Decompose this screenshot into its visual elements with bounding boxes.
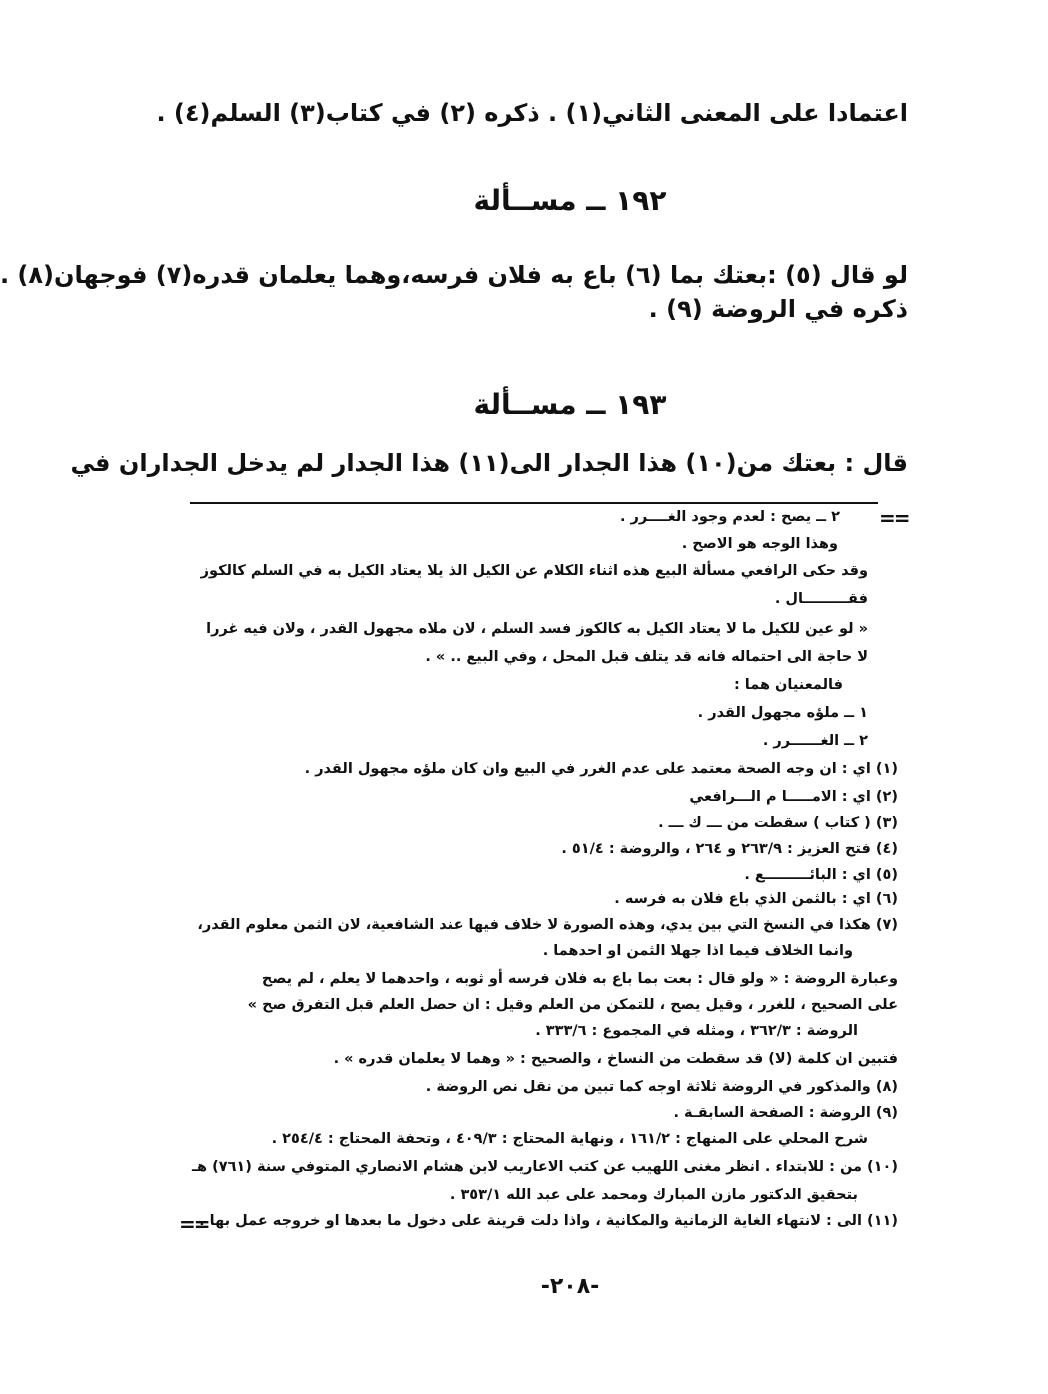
footnote-line: ٢ ــ الغــــــرر . bbox=[762, 733, 868, 749]
footnote-line: على الصحيح ، للغرر ، وقيل يصح ، للتمكن من العلم وقيل : ان حصل العلم قبل التفرق صح » bbox=[247, 997, 898, 1013]
intro-line: اعتمادا على المعنى الثاني(١) . ذكره (٢) في كتاب(٣) السلم(٤) . bbox=[156, 99, 908, 127]
footnote-line: وهذا الوجه هو الاصح . bbox=[681, 536, 838, 552]
footnote-line: فقـــــــــال . bbox=[774, 591, 868, 607]
footnote-line: فالمعنيان هما : bbox=[733, 677, 843, 693]
footnote-line: الروضة : ٣٦٢/٣ ، ومثله في المجموع : ٣٣٣/٦ . bbox=[535, 1023, 858, 1039]
issue-192-line-2: ذكره في الروضة (٩) . bbox=[648, 295, 908, 323]
footnote-line: (١١) الى : لانتهاء الغاية الزمانية والمكانية ، واذا دلت قرينة على دخول ما بعدها او خروجه عمل بها . bbox=[199, 1213, 898, 1229]
footnote-line: (١٠) من : للابتداء . انظر مغنى اللهيب عن كتب الاعاريب لابن هشام الانصاري المتوفي سنة (٧٦١) هـ bbox=[192, 1159, 898, 1175]
footnote-line: (٢) اي : الامـــــا م الـــرافعي bbox=[689, 789, 898, 805]
footnote-line: (٧) هكذا في النسخ التي بين يدي، وهذه الصورة لا خلاف فيها عند الشافعية، لان الثمن معلوم القدر، bbox=[197, 917, 898, 933]
issue-193-heading: ١٩٣ ــ مســألة bbox=[473, 388, 667, 421]
footnote-line: وقد حكى الرافعي مسألة البيع هذه اثناء الكلام عن الكيل الذ يلا يعتاد الكيل به في السلم كالكوز bbox=[200, 563, 868, 579]
footnote-line: (٨) والمذكور في الروضة ثلاثة اوجه كما تبين من نقل نص الروضة . bbox=[425, 1079, 898, 1095]
footnote-marker-right: == bbox=[879, 506, 909, 530]
footnote-line: (٣) ( كتاب ) سقطت من ـــ ك ـــ . bbox=[658, 815, 898, 831]
issue-192-heading: ١٩٢ ــ مســألة bbox=[473, 184, 667, 217]
footnote-line: (٥) اي : البائـــــــــع . bbox=[744, 867, 898, 883]
footnote-line: شرح المحلي على المنهاج : ١٦١/٢ ، ونهاية المحتاج : ٤٠٩/٣ ، وتحفة المحتاج : ٢٥٤/٤ . bbox=[271, 1131, 868, 1147]
footnote-line: وانما الخلاف فيما اذا جهلا الثمن او احدهما . bbox=[542, 943, 853, 959]
footnote-line: بتحقيق الدكتور مازن المبارك ومحمد على عبد الله ٣٥٣/١ . bbox=[449, 1187, 858, 1203]
footnote-line: لا حاجة الى احتماله فانه قد يتلف قبل المحل ، وفي البيع .. » . bbox=[425, 649, 868, 665]
footnote-line: ١ ــ ملؤه مجهول القدر . bbox=[697, 705, 868, 721]
footnote-line: « لو عين للكيل ما لا يعتاد الكيل به كالكوز فسد السلم ، لان ملاه مجهول القدر ، ولان فيه غررا bbox=[206, 621, 868, 637]
footnote-line: وعبارة الروضة : « ولو قال : بعت بما باع به فلان فرسه أو ثوبه ، واحدهما لا يعلم ، لم يصح bbox=[261, 971, 898, 987]
page-number: -٢٠٨- bbox=[540, 1274, 600, 1299]
footnote-line: (٦) اي : بالثمن الذي باع فلان به فرسه . bbox=[614, 891, 898, 907]
footnote-line: (١) اي : ان وجه الصحة معتمد على عدم الغرر في البيع وان كان ملؤه مجهول القدر . bbox=[304, 761, 898, 777]
footnote-separator bbox=[190, 502, 878, 504]
footnote-line: (٤) فتح العزيز : ٢٦٣/٩ و ٢٦٤ ، والروضة : ٥١/٤ . bbox=[561, 841, 898, 857]
footnote-marker-left: == bbox=[179, 1212, 209, 1236]
footnote-line: ٢ ــ يصح : لعدم وجود الغــــرر . bbox=[619, 509, 840, 525]
issue-193-line: قال : بعتك من(١٠) هذا الجدار الى(١١) هذا الجدار لم يدخل الجداران في bbox=[70, 449, 908, 477]
footnote-line: (٩) الروضة : الصفحة السابقـة . bbox=[673, 1105, 898, 1121]
footnote-line: فتبين ان كلمة (لا) قد سقطت من النساخ ، والصحيح : « وهما لا يعلمان قدره » . bbox=[333, 1051, 898, 1067]
issue-192-line-1: لو قال (٥) :بعتك بما (٦) باع به فلان فرسه،وهما يعلمان قدره(٧) فوجهان(٨) . bbox=[0, 261, 908, 289]
